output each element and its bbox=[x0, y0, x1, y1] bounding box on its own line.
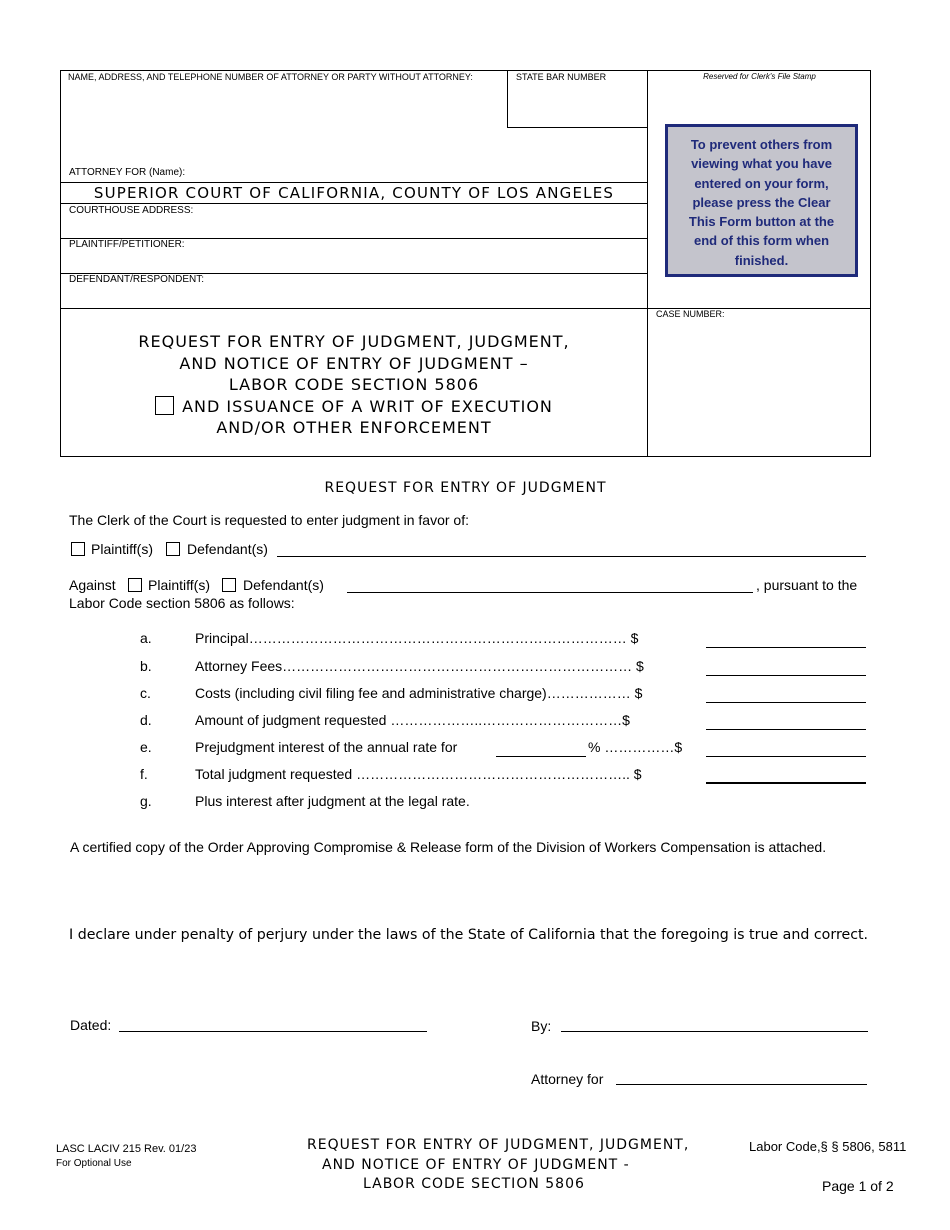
form-title bbox=[60, 331, 648, 439]
attorney-name-label: NAME, ADDRESS, AND TELEPHONE NUMBER OF ATTORNEY OR PARTY WITHOUT ATTORNEY: bbox=[68, 72, 473, 82]
footer-title bbox=[290, 1136, 710, 1195]
item-f-text: Total judgment requested ………………………………………………….. $ bbox=[195, 766, 642, 782]
item-e-text2: % ……………$ bbox=[588, 739, 683, 755]
item-b-text: Attorney Fees………………………………………………………………… $ bbox=[195, 658, 644, 674]
form-title-line1: REQUEST FOR ENTRY OF JUDGMENT, JUDGMENT, bbox=[138, 332, 570, 351]
pursuant-text: , pursuant to the bbox=[756, 577, 858, 593]
attorney-for-sig-label: Attorney for bbox=[531, 1071, 604, 1087]
item-f-letter: f. bbox=[140, 766, 148, 782]
attorney-for-label: ATTORNEY FOR (Name): bbox=[69, 167, 186, 178]
attorney-fees-field[interactable] bbox=[706, 659, 866, 676]
principal-field[interactable] bbox=[706, 631, 866, 648]
footer-title-line2: AND NOTICE OF ENTRY OF JUDGMENT - bbox=[322, 1156, 630, 1173]
total-judgment-field[interactable] bbox=[706, 767, 866, 784]
by-label: By: bbox=[531, 1018, 552, 1034]
page-number: Page 1 of 2 bbox=[822, 1178, 894, 1194]
case-number-label: CASE NUMBER: bbox=[656, 309, 725, 319]
declaration-text: I declare under penalty of perjury under the laws of the State of California that the foregoing is true and correct. bbox=[69, 927, 869, 943]
certified-copy-text: A certified copy of the Order Approving Compromise & Release form of the Division of Workers Compensation is attached. bbox=[70, 839, 827, 855]
labor-code-ref: Labor Code,§ § 5806, 5811 bbox=[749, 1139, 907, 1154]
clear-form-notice-text: To prevent others from viewing what you have entered on your form, please press the Clear This Form button at the end of this form when finished. bbox=[688, 137, 835, 268]
footer-title-line3: LABOR CODE SECTION 5806 bbox=[363, 1176, 585, 1192]
item-d-text: Amount of judgment requested ………………..…………………………$ bbox=[195, 712, 630, 728]
item-c-letter: c. bbox=[140, 685, 151, 701]
item-b-letter: b. bbox=[140, 658, 152, 674]
form-title-line4 bbox=[60, 396, 648, 418]
against-label: Against bbox=[69, 577, 116, 593]
item-g-text: Plus interest after judgment at the legal rate. bbox=[195, 793, 470, 809]
prejudgment-interest-field[interactable] bbox=[706, 740, 866, 757]
dated-field[interactable] bbox=[119, 1016, 427, 1032]
attorney-name-field[interactable] bbox=[64, 86, 502, 166]
section-heading: REQUEST FOR ENTRY OF JUDGMENT bbox=[324, 480, 607, 496]
favor-plaintiff-label: Plaintiff(s) bbox=[91, 541, 153, 557]
against-defendant-checkbox[interactable] bbox=[222, 578, 236, 592]
favor-name-field[interactable] bbox=[277, 541, 866, 557]
form-title-line2: AND NOTICE OF ENTRY OF JUDGMENT – bbox=[179, 353, 529, 373]
intro-text: The Clerk of the Court is requested to enter judgment in favor of: bbox=[69, 512, 469, 528]
against-name-field[interactable] bbox=[347, 577, 753, 593]
against-defendant-label: Defendant(s) bbox=[243, 577, 324, 593]
against-plaintiff-checkbox[interactable] bbox=[128, 578, 142, 592]
amount-requested-field[interactable] bbox=[706, 713, 866, 730]
clear-form-notice bbox=[665, 124, 858, 277]
labor-code-text: Labor Code section 5806 as follows: bbox=[69, 595, 295, 611]
state-bar-field[interactable] bbox=[512, 86, 642, 124]
dated-label: Dated: bbox=[70, 1017, 112, 1033]
optional-use: For Optional Use bbox=[56, 1158, 132, 1169]
title-divider bbox=[60, 308, 871, 309]
item-g-letter: g. bbox=[140, 793, 152, 809]
favor-defendant-label: Defendant(s) bbox=[187, 541, 268, 557]
item-e-letter: e. bbox=[140, 739, 152, 755]
item-e-text: Prejudgment interest of the annual rate for bbox=[195, 739, 458, 755]
item-a-letter: a. bbox=[140, 630, 152, 646]
court-name: SUPERIOR COURT OF CALIFORNIA, COUNTY OF LOS ANGELES bbox=[93, 184, 615, 202]
interest-rate-field[interactable] bbox=[496, 740, 586, 757]
writ-label: AND ISSUANCE OF A WRIT OF EXECUTION bbox=[182, 396, 553, 416]
clerk-stamp-label: Reserved for Clerk's File Stamp bbox=[703, 72, 816, 81]
footer-title-line1: REQUEST FOR ENTRY OF JUDGMENT, JUDGMENT, bbox=[307, 1137, 690, 1153]
costs-field[interactable] bbox=[706, 686, 866, 703]
item-d-letter: d. bbox=[140, 712, 152, 728]
defendant-respondent-label: DEFENDANT/RESPONDENT: bbox=[69, 274, 205, 285]
form-title-line3: LABOR CODE SECTION 5806 bbox=[228, 375, 480, 394]
case-number-field[interactable] bbox=[652, 322, 866, 452]
plaintiff-petitioner-label: PLAINTIFF/PETITIONER: bbox=[69, 239, 185, 250]
item-a-text: Principal……………………………………………………………………… $ bbox=[195, 630, 639, 646]
favor-plaintiff-checkbox[interactable] bbox=[71, 542, 85, 556]
form-id: LASC LACIV 215 Rev. 01/23 bbox=[56, 1143, 197, 1155]
courthouse-address-label: COURTHOUSE ADDRESS: bbox=[69, 205, 194, 216]
favor-defendant-checkbox[interactable] bbox=[166, 542, 180, 556]
item-c-text: Costs (including civil filing fee and administrative charge)……………… $ bbox=[195, 685, 643, 701]
writ-checkbox[interactable] bbox=[155, 396, 174, 415]
attorney-for-sig-field[interactable] bbox=[616, 1069, 867, 1085]
by-field[interactable] bbox=[561, 1016, 868, 1032]
state-bar-label: STATE BAR NUMBER bbox=[516, 72, 607, 82]
against-plaintiff-label: Plaintiff(s) bbox=[148, 577, 210, 593]
court-line-bottom bbox=[60, 203, 648, 204]
form-title-line5: AND/OR OTHER ENFORCEMENT bbox=[216, 418, 492, 437]
court-line-top bbox=[60, 182, 648, 183]
